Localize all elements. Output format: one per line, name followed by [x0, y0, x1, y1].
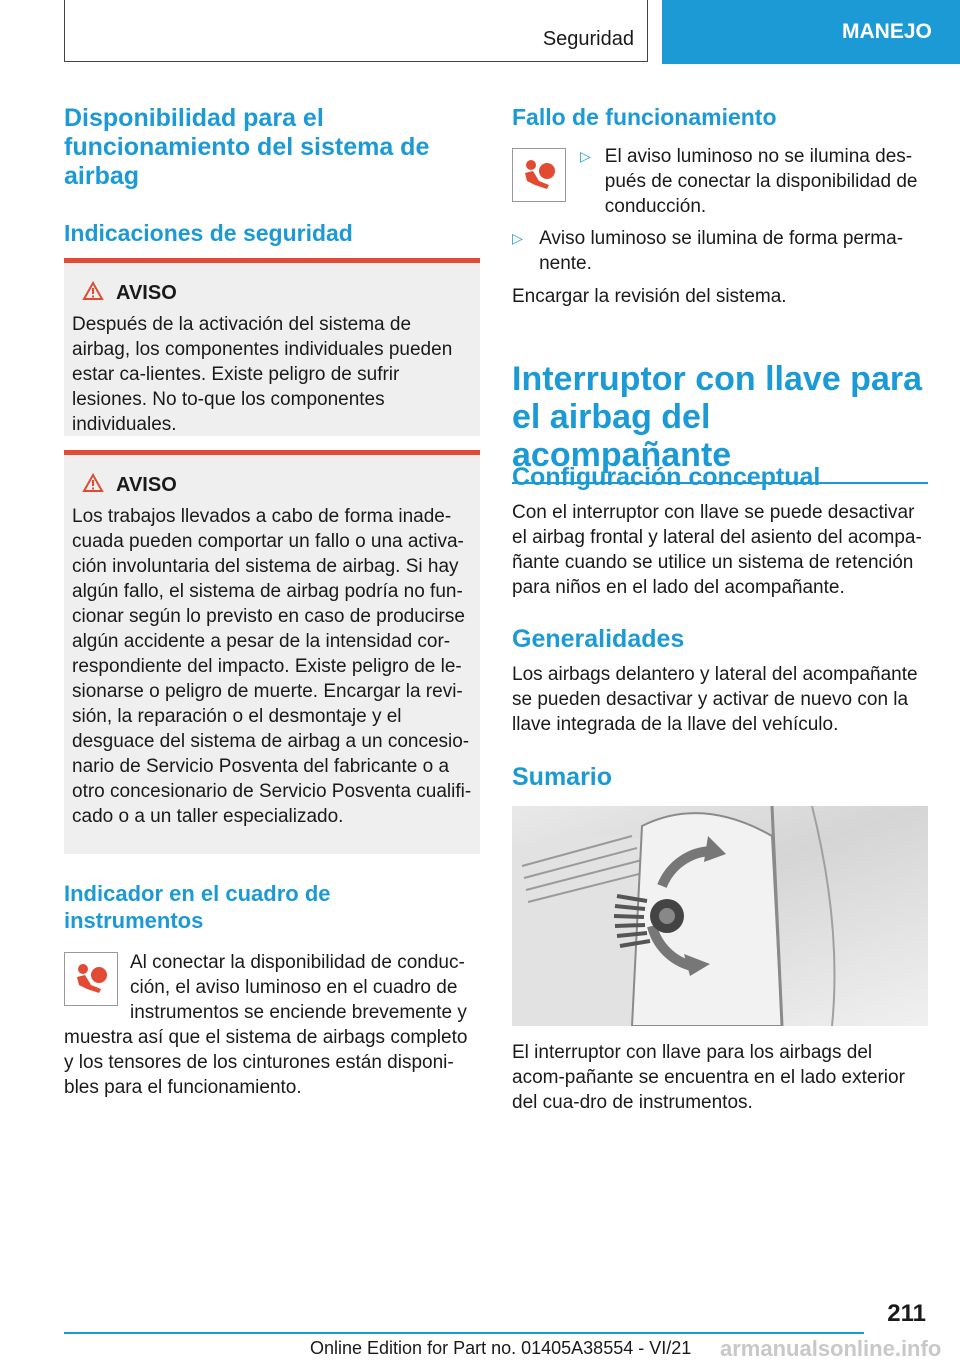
header-section-label: Seguridad [542, 28, 634, 50]
footer-edition: Online Edition for Part no. 01405A38554 - VI/21 [310, 1338, 692, 1358]
photo-caption: El interruptor con llave para los airbags del acom-pañante se encuentra en el lado exterior del cua-dro de instrumentos. [512, 1042, 905, 1113]
concept-text: Con el interruptor con llave se puede desactivar el airbag frontal y lateral del asiento del acompa-ñante cuando se utilice un sistema de retención para niños en el lado del acompañante. [512, 502, 922, 598]
warning-text: Después de la activación del sistema de airbag, los componentes individuales pueden estar ca-lientes. Existe peligro de sufrir lesiones. No to-que los componentes individuales. [72, 314, 453, 435]
fault-bullet-text: Aviso luminoso se ilumina de forma perma-nente. [539, 228, 904, 274]
warning-label: AVISO [116, 474, 177, 496]
list-item [512, 226, 928, 276]
page-number: 211 [887, 1300, 926, 1327]
airbag-warning-light-icon [64, 952, 118, 1006]
warning-text: Los trabajos llevados a cabo de forma inade-cuada pueden comportar un fallo o una activa-ción involuntaria del sistema de airbag. Si hay algún fallo, el sistema de airbag podría no fun-cionar según lo previsto en caso de producirse algún accidente a pesar de la intensidad cor-respondiente del impacto. Existe peligro de le-sionarse o peligro de muerte. Encargar la revi-sión, la reparación o el desmontaje y el desguace del sistema de airbag a un concesio-nario de Servicio Posventa del fabricante o a otro concesionario de Servicio Posventa cualifi-cado o a un taller especializado. [72, 506, 472, 827]
subsection-title-summary: Sumario [512, 763, 613, 791]
warning-triangle-icon [82, 473, 104, 498]
warning-label: AVISO [116, 282, 177, 304]
warning-box-2 [64, 450, 480, 854]
section-title-key-switch: Interruptor con llave para el airbag del acompañante [512, 360, 928, 484]
airbag-warning-light-icon [512, 148, 566, 202]
watermark: armanualsonline.info [720, 1336, 942, 1361]
triangle-bullet-icon: ▷ [512, 230, 523, 246]
subsection-title-concept: Configuración conceptual [512, 463, 821, 491]
warning-box-1 [64, 258, 480, 436]
header-tab-manejo[interactable] [662, 0, 960, 64]
subsection-title-general: Generalidades [512, 625, 685, 653]
warning-triangle-icon [82, 281, 104, 306]
indicator-block [64, 950, 480, 1100]
general-text: Los airbags delantero y lateral del acompañante se pueden desactivar y activar de nuevo con la llave integrada de la llave del vehículo. [512, 664, 918, 735]
list-item [580, 144, 928, 219]
triangle-bullet-icon: ▷ [580, 148, 591, 164]
fault-bullet-text: El aviso luminoso no se ilumina des-pués de conectar la disponibilidad de conducción. [604, 146, 918, 217]
dashboard-key-switch-photo [512, 806, 928, 1026]
subsection-title-safety: Indicaciones de seguridad [64, 220, 353, 246]
fault-text: Encargar la revisión del sistema. [512, 286, 787, 307]
footer-divider [64, 1332, 864, 1334]
indicator-text: Al conectar la disponibilidad de conduc-ción, el aviso luminoso en el cuadro de instrumentos se enciende brevemente y muestra así que el sistema de airbags completo y los tensores de los cinturones están disponi-bles para el funcionamiento. [64, 952, 468, 1098]
subsection-title-indicator: Indicador en el cuadro de instrumentos [64, 881, 331, 933]
header-tab-label: MANEJO [842, 20, 932, 43]
section-title-airbag-readiness: Disponibilidad para el funcionamiento del sistema de airbag [64, 104, 430, 190]
subsection-title-fault: Fallo de funcionamiento [512, 104, 777, 130]
